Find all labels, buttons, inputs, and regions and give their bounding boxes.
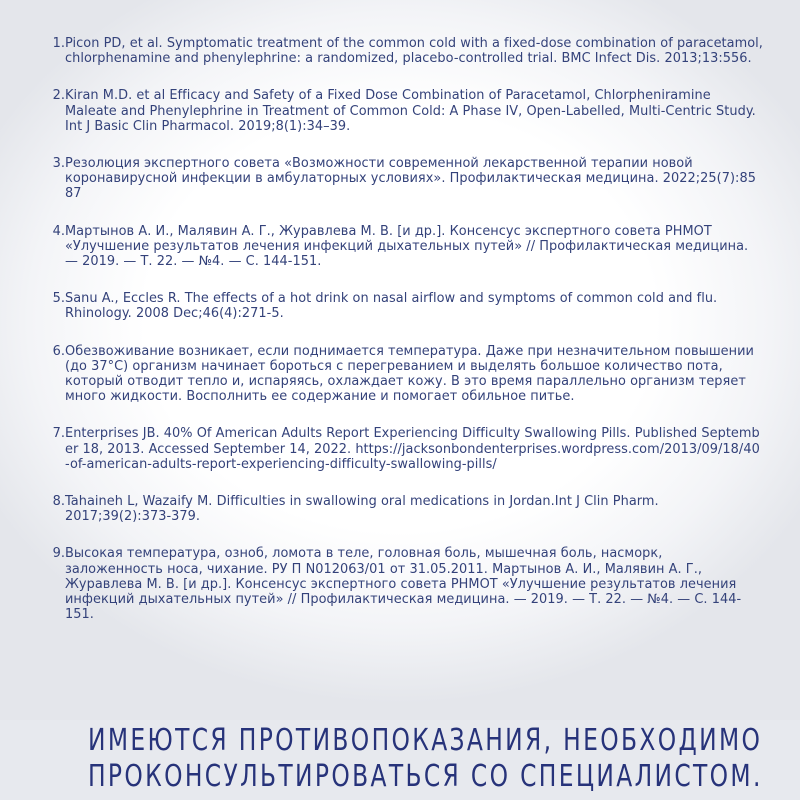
reference-text: Резолюция экспертного совета «Возможности современной лекарственной терапии новой коронавирусной инфекции в амбулаторных условиях». Профилактическая медицина. 2022;25(7):85 87 (65, 156, 756, 202)
reference-text: Picon PD, et al. Symptomatic treatment of the common cold with a fixed-dose combination of paracetamol, chlorphenamine and phenylephrine: a randomized, placebo-controlled trial. BMC Infect Dis. 2013;13:556. (65, 36, 763, 67)
reference-number: 7. (52, 426, 65, 442)
reference-text: Kiran M.D. et al Efficacy and Safety of a Fixed Dose Combination of Paracetamol, Chlorpheniramine Maleate and Phenylephrine in Treatment of Common Cold: A Phase IV, Open-Labelled, Multi-Centric Study. Int J Basic Clin Pharmacol. 2019;8(1):34–39. (65, 88, 756, 134)
contraindications-disclaimer (0, 720, 800, 800)
reference-item (44, 291, 764, 321)
reference-text: Tahaineh L, Wazaify M. Difficulties in swallowing oral medications in Jordan.Int J Clin Pharm. 2017;39(2):373-379. (65, 494, 659, 525)
reference-item (44, 224, 764, 270)
reference-item (44, 426, 764, 472)
reference-text: Высокая температура, озноб, ломота в теле, головная боль, мышечная боль, насморк, заложенность носа, чихание. РУ П N012063/01 от 31.05.2011. Мартынов А. И., Малявин А. Г., Журавлева М. В. [и др.]. Консенсус экспертного совета РНМОТ «Улучшение результатов лечения инфекций дыхательных путей» // Профилактическая медицина. — 2019. — Т. 22. — №4. — С. 144-151. (65, 546, 742, 623)
reference-item (44, 344, 764, 405)
reference-number: 4. (52, 223, 65, 239)
disclaimer-line-1: ИМЕЮТСЯ ПРОТИВОПОКАЗАНИЯ, НЕОБХОДИМО (88, 723, 763, 758)
reference-text: Enterprises JB. 40% Of American Adults Report Experiencing Difficulty Swallowing Pills. Published September 18, 2013. Accessed September 14, 2022. https://jacksonbondenterprises.wordpress.com/2013/09/18/40-of-american-adults-report-experiencing-difficulty-swallowing-pills/ (65, 426, 760, 472)
reference-number: 9. (52, 546, 65, 562)
reference-number: 5. (52, 291, 65, 307)
reference-number: 3. (52, 156, 65, 172)
reference-item (44, 36, 764, 66)
reference-text: Мартынов А. И., Малявин А. Г., Журавлева М. В. [и др.]. Консенсус экспертного совета РНМОТ «Улучшение результатов лечения инфекций дыхательных путей» // Профилактическая медицина. — 2019. — Т. 22. — №4. — С. 144-151. (65, 223, 749, 270)
reference-item (44, 88, 764, 134)
reference-number: 1. (52, 36, 65, 51)
reference-number: 6. (52, 343, 65, 359)
disclaimer-line-2: ПРОКОНСУЛЬТИРОВАТЬСЯ СО СПЕЦИАЛИСТОМ. (88, 759, 763, 794)
reference-item (44, 546, 764, 622)
reference-text: Sanu A., Eccles R. The effects of a hot drink on nasal airflow and symptoms of common cold and flu. Rhinology. 2008 Dec;46(4):271-5. (65, 291, 718, 322)
reference-item (44, 156, 764, 202)
reference-number: 2. (52, 88, 65, 104)
reference-number: 8. (52, 494, 65, 510)
reference-item (44, 494, 764, 524)
references-list (44, 36, 764, 622)
reference-text: Обезвоживание возникает, если поднимается температура. Даже при незначительном повышении (до 37°С) организм начинает бороться с перегреванием и выделять большое количество пота, который отводит тепло и, испаряясь, охлаждает кожу. В это время параллельно организм теряет много жидкости. Восполнить ее содержание и помогает обильное питье. (65, 343, 754, 405)
